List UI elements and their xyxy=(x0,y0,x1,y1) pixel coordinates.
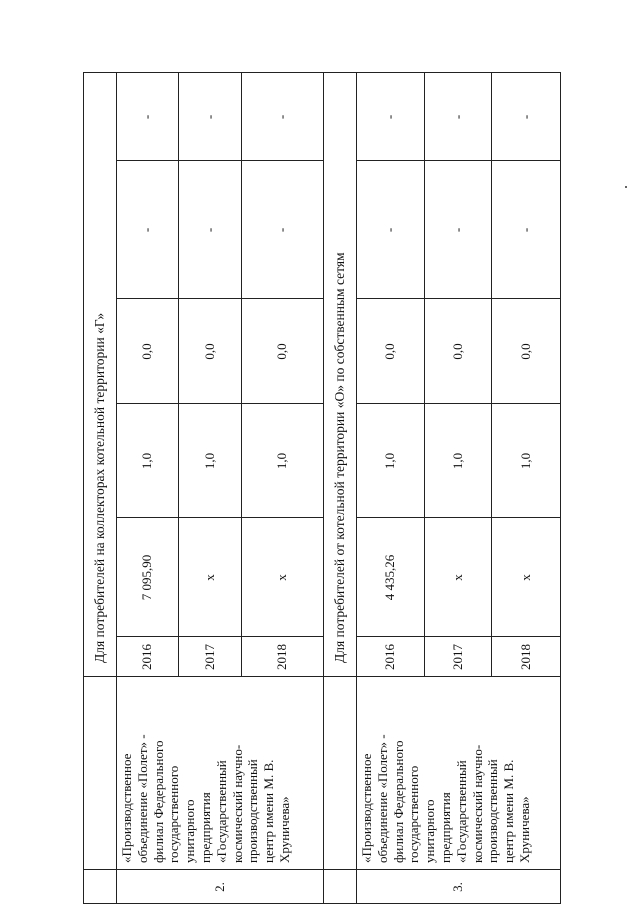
value-cell: - xyxy=(201,114,217,120)
value-cell: - xyxy=(382,227,397,233)
year-cell: 2016 xyxy=(382,644,397,670)
year-cell: 2017 xyxy=(449,644,465,670)
value-cell: 7 095,90 xyxy=(139,554,154,601)
value-cell: 1,0 xyxy=(449,452,465,470)
value-cell: x xyxy=(517,574,533,581)
organization-name: «Производственное объединение «Полет» - филиал Федерального государственного унитарного предприятия «Государственный космический научно- производственный центр имени М. В. Хруничева» xyxy=(359,734,532,863)
stray-mark xyxy=(625,186,627,188)
year-cell: 2018 xyxy=(274,644,289,670)
value-cell: x xyxy=(449,574,465,581)
value-cell: x xyxy=(201,574,217,581)
value-cell: - xyxy=(517,114,533,120)
value-cell: 0,0 xyxy=(382,343,397,360)
value-cell: 1,0 xyxy=(201,452,217,470)
section-header-g: Для потребителей на коллекторах котельной территории «Г» xyxy=(91,312,107,663)
value-cell: 0,0 xyxy=(139,343,154,360)
value-cell: 0,0 xyxy=(201,343,217,360)
tariff-table xyxy=(83,72,561,904)
value-cell: 1,0 xyxy=(274,452,289,470)
value-cell: 0,0 xyxy=(274,343,289,360)
value-cell: 1,0 xyxy=(382,452,397,470)
year-cell: 2018 xyxy=(517,644,533,670)
value-cell: x xyxy=(274,574,289,581)
value-cell: - xyxy=(139,114,154,120)
value-cell: - xyxy=(449,227,465,233)
value-cell: - xyxy=(517,227,533,233)
year-cell: 2017 xyxy=(201,644,217,670)
value-cell: 1,0 xyxy=(139,452,154,470)
value-cell: - xyxy=(449,114,465,120)
value-cell: - xyxy=(274,114,289,120)
value-cell: 1,0 xyxy=(517,452,533,470)
value-cell: 0,0 xyxy=(517,343,533,360)
value-cell: - xyxy=(201,227,217,233)
value-cell: - xyxy=(139,227,154,233)
row-number: 2. xyxy=(211,882,227,892)
year-cell: 2016 xyxy=(139,644,154,670)
value-cell: 0,0 xyxy=(449,343,465,360)
value-cell: - xyxy=(274,227,289,233)
row-number: 3. xyxy=(450,882,465,892)
organization-name: «Производственное объединение «Полет» - филиал Федерального государственного унитарного предприятия «Государственный космический научно- производственный центр имени М. В. Хруничева» xyxy=(119,734,292,863)
value-cell: 4 435,26 xyxy=(382,554,397,601)
value-cell: - xyxy=(382,114,397,120)
section-header-o: Для потребителей от котельной территории «О» по собственным сетям xyxy=(331,252,347,663)
rotated-table xyxy=(83,72,561,904)
